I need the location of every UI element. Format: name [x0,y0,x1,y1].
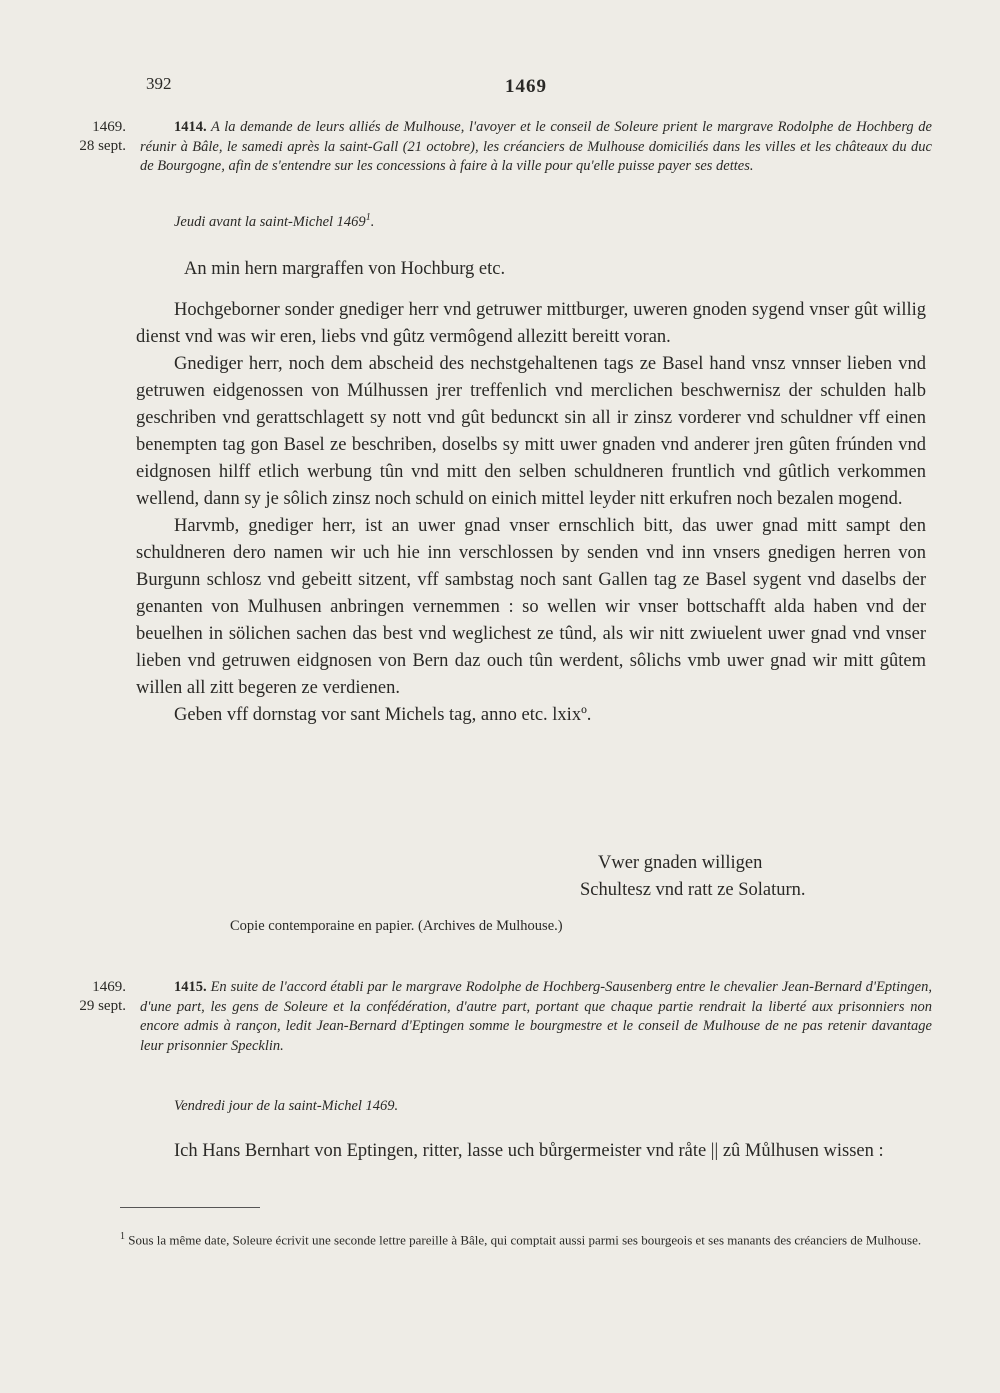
date-text: Jeudi avant la saint-Michel 1469 [174,213,366,230]
page-number: 392 [146,74,172,93]
dateline-1414: Jeudi avant la saint-Michel 1469$^1$. [174,212,375,230]
document-number: 1414. [174,119,207,135]
letter-paragraph: Harvmb, gnediger herr, ist an uwer gnad vnser ernschlich bitt, das uwer gnad mitt sampt den schuldneren dero namen wir uch hie inn verschlossen by senden vnd inn vnsers gnedigen herren von Burgunn schlosz vnd gebeitt sitzent, vff sambstag noch sant Gallen tag ze Basel sygent vnd daselbs der genanten von Mulhusen anbringen vernemmen : so wellen wir vnser bottschafft alda haben vnd der beuelhen in sölichen sachen das best vnd weglichest ze tûnd, als wir nitt zwiuelent uwer gnad vnd vnser lieben vnd getruwen eidgnosen von Bern daz ouch tûn werdent, sôlichs vmb uwer gnad wir mitt gûtem willen all zitt begeren ze verdienen. [136,516,926,698]
letter-opening: Ich Hans Bernhart von Eptingen, ritter, lasse uch bůrgermeister vnd råte || zû Můlhusen wissen : [174,1141,884,1161]
letter-paragraph: Hochgeborner sonder gnediger herr vnd getruwer mittburger, uweren gnoden sygend vnser gût willig dienst vnd was wir eren, liebs vnd gûtz vermôgend allezitt bereitt voran. [136,300,926,347]
running-head-year: 1469 [505,76,547,97]
footnote-mark: 1 [120,1231,125,1242]
source-note: Copie contemporaine en papier. (Archives de Mulhouse.) [230,918,563,934]
margin-date-1414 [40,118,126,156]
regest-1415 [140,978,932,1056]
letter-1415 [136,1138,926,1165]
signature-line-1: Vwer gnaden willigen [598,853,763,873]
footnote-ref: 1 [365,212,371,223]
letter-closing: Geben vff dornstag vor sant Michels tag, anno etc. lxixº. [174,705,592,725]
signature-line-2: Schultesz vnd ratt ze Solaturn. [580,880,806,900]
regest-text: A la demande de leurs alliés de Mulhouse, l'avoyer et le conseil de Soleure prient le margrave Rodolphe de Hochberg de réunir à Bâle, le samedi après la saint-Gall (21 octobre), les créanciers de Mulhouse domiciliés dans les villes et les châteaux du duc de Bourgogne, afin de s'entendre sur les concessions à faire à la ville pour qu'elle puisse payer ses dettes. [140,119,932,174]
margin-year: 1469. [92,119,126,135]
regest-text: En suite de l'accord établi par le margrave Rodolphe de Hochberg-Sausenberg entre le chevalier Jean-Bernard d'Eptingen, d'une part, les gens de Soleure et la confédération, d'autre part, portant que chaque partie rendrait la liberté aux prisonniers non encore admis à rançon, ledit Jean-Bernard d'Eptingen somme le bourgmestre et le conseil de Mulhouse de ne pas retenir davantage leur prisonnier Specklin. [140,979,932,1054]
margin-day: 29 sept. [79,998,126,1014]
regest-1414 [140,118,932,177]
footnote-rule [120,1207,260,1208]
margin-year: 1469. [92,979,126,995]
margin-date-1415 [40,978,126,1016]
signature-block [580,850,806,904]
letter-address: An min hern margraffen von Hochburg etc. [184,259,506,279]
footnote [120,1228,930,1248]
footnote-text: Sous la même date, Soleure écrivit une seconde lettre pareille à Bâle, qui comptait aussi parmi ses bourgeois et ses manants des créanciers de Mulhouse. [128,1232,922,1248]
margin-day: 28 sept. [79,138,126,154]
dateline-1415: Vendredi jour de la saint-Michel 1469. [174,1098,399,1114]
document-number: 1415. [174,979,207,995]
letter-1414 [136,256,926,729]
letter-paragraph: Gnediger herr, noch dem abscheid des nechstgehaltenen tags ze Basel hand vnsz vnnser lieben vnd getruwen eidgenossen von Múlhussen jrer treffenlich vnd merclichen beschwernisz der schulden halb geschriben vnd gerattschlagett sy nott vnd gût beduncкt sin all ir zinsz vorderer vnd schuldner vff einen benempten tag gon Basel ze beschriben, doselbs sy mitt uwer gnaden vnd anderer jren gûten frúnden vnd eidgnosen hilff etlich werbung tûn vnd mitt den selben schuldneren fruntlich vnd gûtlich verkommen wellend, dann sy je sôlich zinsz noch schuld on einich mittel leyder nitt erkufren noch bezalen mogend. [136,354,926,509]
